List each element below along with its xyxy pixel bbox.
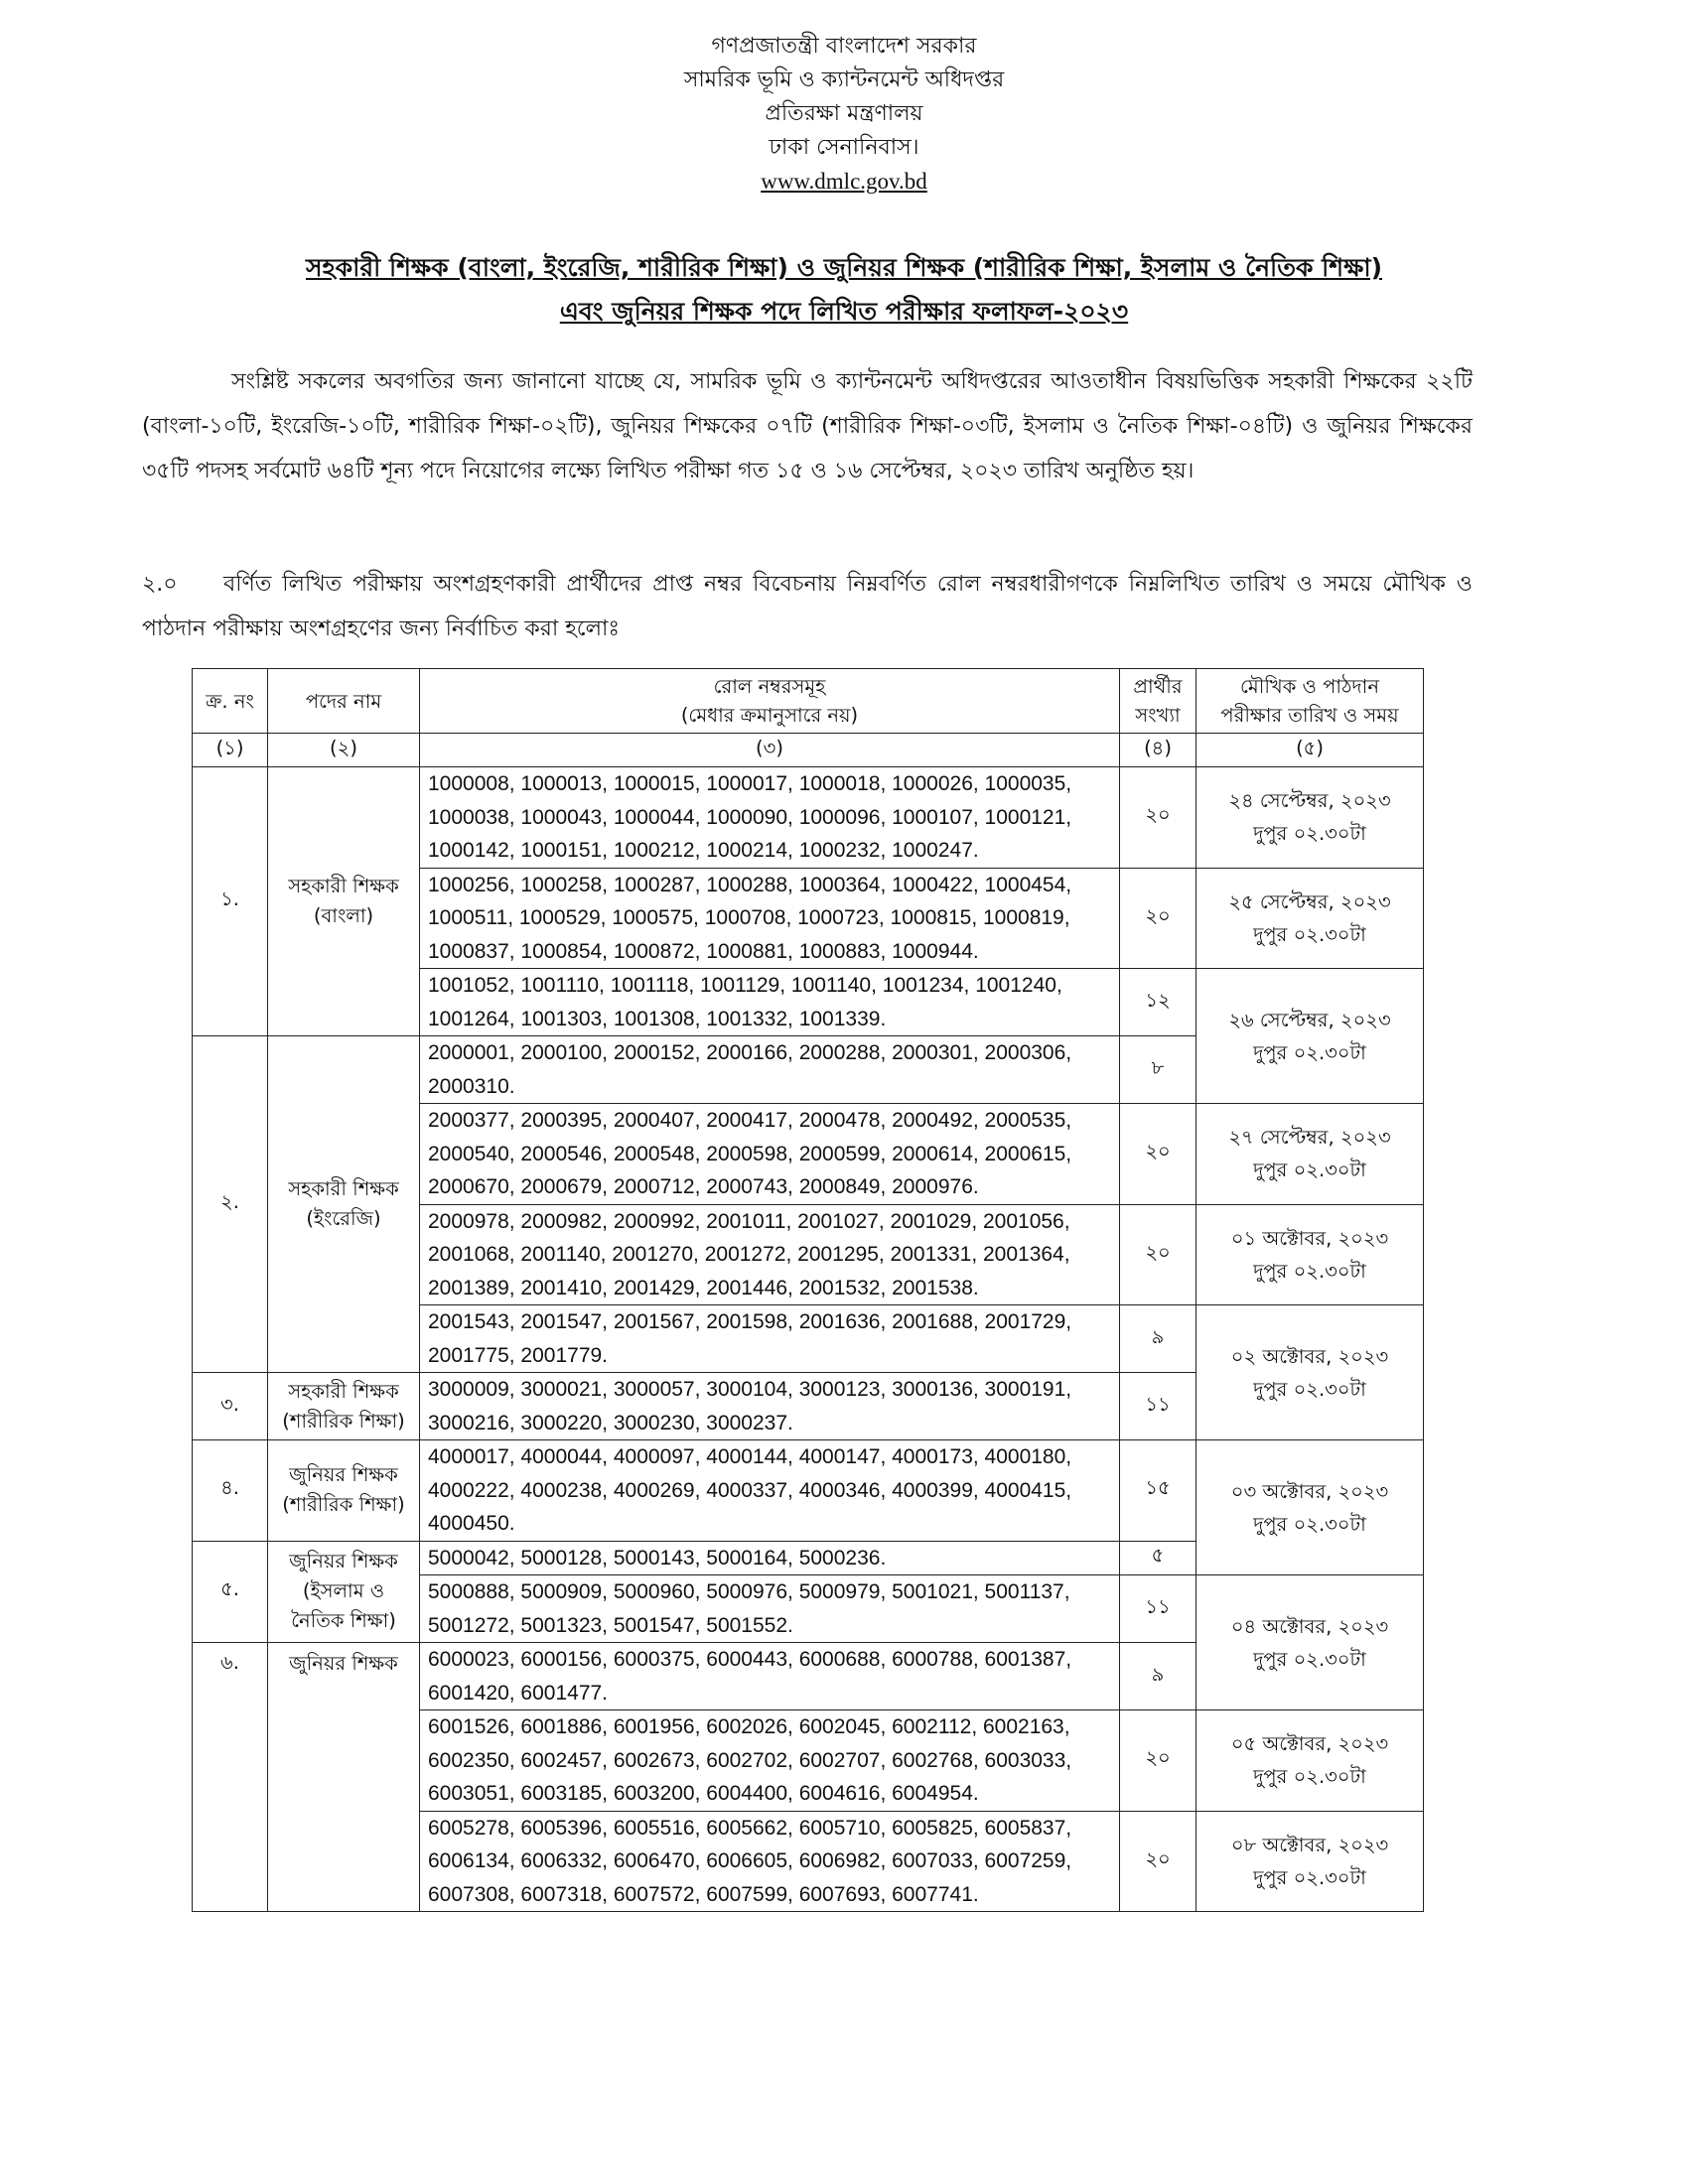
header-rolls <box>420 669 1120 734</box>
header-rolls-note: (মেধার ক্রমানুসারে নয়) <box>680 704 859 727</box>
header-post: পদের নাম <box>268 669 420 734</box>
exam-date: ০২ অক্টোবর, ২০২৩ <box>1230 1344 1389 1368</box>
count-cell: ৫ <box>1120 1541 1196 1575</box>
count-cell: ২০ <box>1120 767 1196 869</box>
date-cell <box>1196 1440 1424 1575</box>
exam-time: দুপুর ০২.৩০টা <box>1253 1259 1366 1283</box>
ministry-name: প্রতিরক্ষা মন্ত্রণালয় <box>765 101 923 126</box>
header-count-line2: সংখ্যা <box>1135 704 1181 727</box>
post-subject: (ইংরেজি) <box>306 1207 381 1230</box>
department-name: সামরিক ভূমি ও ক্যান্টনমেন্ট অধিদপ্তর <box>683 68 1005 92</box>
rolls-cell: 1000256, 1000258, 1000287, 1000288, 1000364, 1000422, 1000454, 1000511, 1000529, 1000575, 1000708, 1000723, 1000815, 1000819, 1000837, 1000854, 1000872, 1000881, 1000883, 1000944. <box>420 868 1120 969</box>
count-cell: ২০ <box>1120 868 1196 969</box>
count-cell: ৯ <box>1120 1305 1196 1373</box>
rolls-cell: 1000008, 1000013, 1000015, 1000017, 1000018, 1000026, 1000035, 1000038, 1000043, 1000044, 1000090, 1000096, 1000107, 1000121, 1000142, 1000151, 1000212, 1000214, 1000232, 1000247. <box>420 767 1120 869</box>
post-cell <box>268 1373 420 1440</box>
rolls-cell: 6001526, 6001886, 6001956, 6002026, 6002045, 6002112, 6002163, 6002350, 6002457, 6002673, 6002702, 6002707, 6002768, 6003033, 6003051, 6003185, 6003200, 6004400, 6004616, 6004954. <box>420 1710 1120 1812</box>
count-cell: ২০ <box>1120 1104 1196 1205</box>
column-number: (১) <box>193 734 268 767</box>
date-cell <box>1196 1710 1424 1812</box>
column-number-row <box>193 734 1424 767</box>
post-name: জুনিয়র শিক্ষক <box>289 1463 398 1487</box>
exam-time: দুপুর ০২.৩০টা <box>1253 1647 1366 1671</box>
website-link[interactable]: www.dmlc.gov.bd <box>761 169 927 194</box>
count-cell: ২০ <box>1120 1710 1196 1812</box>
notice-title <box>0 246 1688 334</box>
count-cell: ১৫ <box>1120 1440 1196 1542</box>
post-name: সহকারী শিক্ষক <box>288 1379 399 1403</box>
count-cell: ২০ <box>1120 1204 1196 1305</box>
title-line-2: এবং জুনিয়র শিক্ষক পদে লিখিত পরীক্ষার ফলাফল-২০২৩ <box>559 297 1129 326</box>
date-cell <box>1196 868 1424 969</box>
table-row <box>193 767 1424 869</box>
date-cell <box>1196 1811 1424 1912</box>
column-number: (৪) <box>1120 734 1196 767</box>
exam-date: ০৫ অক্টোবর, ২০২৩ <box>1230 1732 1389 1756</box>
serial-cell: ৩. <box>193 1373 268 1440</box>
rolls-cell: 2000001, 2000100, 2000152, 2000166, 2000288, 2000301, 2000306, 2000310. <box>420 1036 1120 1104</box>
serial-cell: ৬. <box>193 1643 268 1912</box>
date-cell <box>1196 1305 1424 1440</box>
paragraph-text: বর্ণিত লিখিত পরীক্ষায় অংশগ্রহণকারী প্রার্থীদের প্রাপ্ত নম্বর বিবেচনায় নিম্নবর্ণিত রোল নম্বরধারীগণকে নিম্নলিখিত তারিখ ও সময়ে মৌখিক ও পাঠদান পরীক্ষায় অংশগ্রহণের জন্য নির্বাচিত করা হলোঃ <box>142 572 1473 641</box>
exam-time: দুপুর ০২.৩০টা <box>1253 1865 1366 1889</box>
post-subject: (শারীরিক শিক্ষা) <box>282 1493 405 1517</box>
rolls-cell: 4000017, 4000044, 4000097, 4000144, 4000147, 4000173, 4000180, 4000222, 4000238, 4000269, 4000337, 4000346, 4000399, 4000415, 4000450. <box>420 1440 1120 1542</box>
post-name: সহকারী শিক্ষক <box>288 1177 399 1200</box>
date-cell <box>1196 1104 1424 1205</box>
count-cell: ১১ <box>1120 1373 1196 1440</box>
post-subject: (শারীরিক শিক্ষা) <box>282 1409 405 1433</box>
column-number: (৫) <box>1196 734 1424 767</box>
count-cell: ৮ <box>1120 1036 1196 1104</box>
exam-time: দুপুর ০২.৩০টা <box>1253 1159 1366 1182</box>
rolls-cell: 2000377, 2000395, 2000407, 2000417, 2000478, 2000492, 2000535, 2000540, 2000546, 2000548, 2000598, 2000599, 2000614, 2000615, 2000670, 2000679, 2000712, 2000743, 2000849, 2000976. <box>420 1104 1120 1205</box>
header-date-line1: মৌখিক ও পাঠদান <box>1240 675 1379 698</box>
exam-time: দুপুর ০২.৩০টা <box>1253 922 1366 946</box>
results-table <box>192 668 1424 1912</box>
serial-cell: ৫. <box>193 1541 268 1643</box>
serial-cell: ১. <box>193 767 268 1036</box>
post-name: জুনিয়র শিক্ষক <box>289 1550 398 1573</box>
paragraph-number: ২.০ <box>142 572 178 597</box>
table-row <box>193 1440 1424 1542</box>
rolls-cell: 5000042, 5000128, 5000143, 5000164, 5000236. <box>420 1541 1120 1575</box>
rolls-cell: 3000009, 3000021, 3000057, 3000104, 3000123, 3000136, 3000191, 3000216, 3000220, 3000230, 3000237. <box>420 1373 1120 1440</box>
header-date-line2: পরীক্ষার তারিখ ও সময় <box>1220 704 1399 727</box>
title-line-1: সহকারী শিক্ষক (বাংলা, ইংরেজি, শারীরিক শিক্ষা) ও জুনিয়র শিক্ষক (শারীরিক শিক্ষা, ইসলাম ও নৈতিক শিক্ষা) <box>305 253 1383 282</box>
intro-paragraph: সংশ্লিষ্ট সকলের অবগতির জন্য জানানো যাচ্ছে যে, সামরিক ভূমি ও ক্যান্টনমেন্ট অধিদপ্তরের আওতাধীন বিষয়ভিত্তিক সহকারী শিক্ষকের ২২টি (বাংলা-১০টি, ইংরেজি-১০টি, শারীরিক শিক্ষা-০২টি), জুনিয়র শিক্ষকের ০৭টি (শারীরিক শিক্ষা-০৩টি, ইসলাম ও নৈতিক শিক্ষা-০৪টি) ও জুনিয়র শিক্ষকের ৩৫টি পদসহ সর্বমোট ৬৪টি শূন্য পদে নিয়োগের লক্ষ্যে লিখিত পরীক্ষা গত ১৫ ও ১৬ সেপ্টেম্বর, ২০২৩ তারিখ অনুষ্ঠিত হয়। <box>142 369 1473 483</box>
location: ঢাকা সেনানিবাস। <box>769 135 919 160</box>
rolls-cell: 6005278, 6005396, 6005516, 6005662, 6005710, 6005825, 6005837, 6006134, 6006332, 6006470, 6006605, 6006982, 6007033, 6007259, 6007308, 6007318, 6007572, 6007599, 6007693, 6007741. <box>420 1811 1120 1912</box>
column-number: (৩) <box>420 734 1120 767</box>
header-count-line1: প্রার্থীর <box>1133 675 1183 698</box>
column-number: (২) <box>268 734 420 767</box>
government-name: গণপ্রজাতন্ত্রী বাংলাদেশ সরকার <box>711 34 977 59</box>
date-cell <box>1196 969 1424 1104</box>
post-cell <box>268 1036 420 1373</box>
post-cell <box>268 1541 420 1643</box>
date-cell <box>1196 767 1424 869</box>
post-cell <box>268 1643 420 1912</box>
count-cell: ২০ <box>1120 1811 1196 1912</box>
letterhead <box>0 30 1688 199</box>
exam-date: ০৩ অক্টোবর, ২০২৩ <box>1230 1479 1389 1503</box>
exam-time: দুপুর ০২.৩০টা <box>1253 1512 1366 1536</box>
exam-time: দুপুর ০২.৩০টা <box>1253 1377 1366 1401</box>
rolls-cell: 6000023, 6000156, 6000375, 6000443, 6000688, 6000788, 6001387, 6001420, 6001477. <box>420 1643 1120 1710</box>
serial-cell: ২. <box>193 1036 268 1373</box>
exam-time: দুপুর ০২.৩০টা <box>1253 1765 1366 1789</box>
post-subject: (ইসলাম ও <box>302 1579 385 1603</box>
exam-time: দুপুর ০২.৩০টা <box>1253 822 1366 846</box>
rolls-cell: 1001052, 1001110, 1001118, 1001129, 1001140, 1001234, 1001240, 1001264, 1001303, 1001308, 1001332, 1001339. <box>420 969 1120 1036</box>
post-subject: (বাংলা) <box>313 904 374 927</box>
post-cell <box>268 1440 420 1542</box>
serial-cell: ৪. <box>193 1440 268 1542</box>
count-cell: ৯ <box>1120 1643 1196 1710</box>
header-serial: ক্র. নং <box>193 669 268 734</box>
exam-time: দুপুর ০২.৩০টা <box>1253 1040 1366 1064</box>
table-header-row <box>193 669 1424 734</box>
date-cell <box>1196 1575 1424 1710</box>
exam-date: ০৮ অক্টোবর, ২০২৩ <box>1230 1833 1389 1856</box>
exam-date: ২৬ সেপ্টেম্বর, ২০২৩ <box>1228 1008 1391 1031</box>
header-date <box>1196 669 1424 734</box>
rolls-cell: 5000888, 5000909, 5000960, 5000976, 5000979, 5001021, 5001137, 5001272, 5001323, 5001547, 5001552. <box>420 1575 1120 1643</box>
count-cell: ১১ <box>1120 1575 1196 1643</box>
header-count <box>1120 669 1196 734</box>
exam-date: ০১ অক্টোবর, ২০২৩ <box>1230 1226 1389 1250</box>
rolls-cell: 2001543, 2001547, 2001567, 2001598, 2001636, 2001688, 2001729, 2001775, 2001779. <box>420 1305 1120 1373</box>
post-cell <box>268 767 420 1036</box>
count-cell: ১২ <box>1120 969 1196 1036</box>
exam-date: ০৪ অক্টোবর, ২০২৩ <box>1230 1614 1389 1638</box>
post-name: জুনিয়র শিক্ষক <box>289 1652 398 1675</box>
header-rolls-title: রোল নম্বরসমূহ <box>713 675 826 698</box>
exam-date: ২৫ সেপ্টেম্বর, ২০২৩ <box>1228 889 1391 913</box>
rolls-cell: 2000978, 2000982, 2000992, 2001011, 2001027, 2001029, 2001056, 2001068, 2001140, 2001270, 2001272, 2001295, 2001331, 2001364, 2001389, 2001410, 2001429, 2001446, 2001532, 2001538. <box>420 1204 1120 1305</box>
post-name: সহকারী শিক্ষক <box>288 875 399 897</box>
selection-paragraph <box>142 562 1473 651</box>
exam-date: ২৪ সেপ্টেম্বর, ২০২৩ <box>1228 789 1391 813</box>
post-subject-cont: নৈতিক শিক্ষা) <box>291 1609 396 1633</box>
exam-date: ২৭ সেপ্টেম্বর, ২০২৩ <box>1228 1126 1391 1150</box>
date-cell <box>1196 1204 1424 1305</box>
